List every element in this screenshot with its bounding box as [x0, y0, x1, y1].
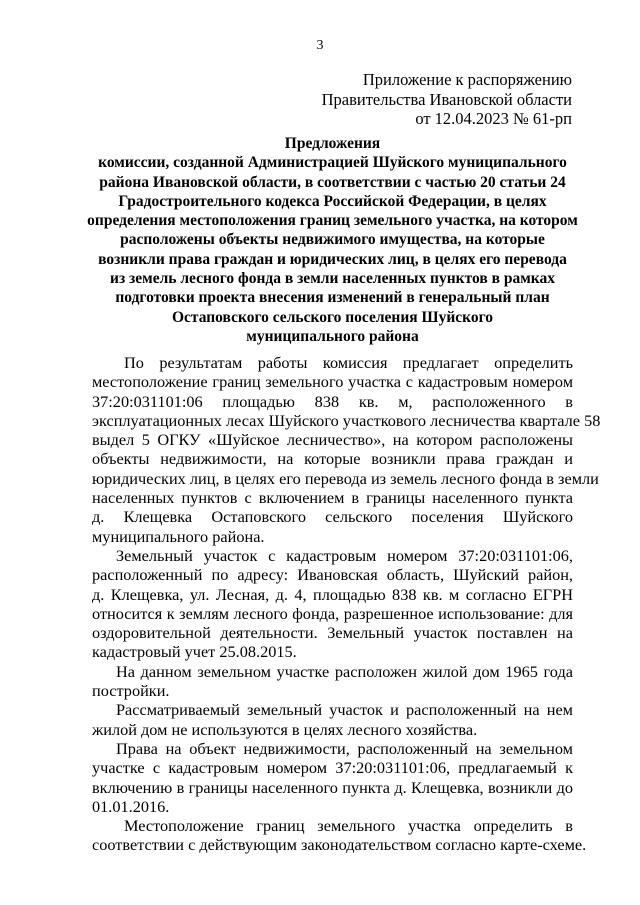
paragraph-2 — [92, 546, 573, 662]
paragraph-3 — [92, 662, 573, 701]
text-line: объекты недвижимости, на которые возникли права граждан и — [92, 449, 573, 469]
text-line: постройки. — [92, 681, 170, 701]
title-line: подготовки проекта внесения изменений в генеральный план — [115, 289, 550, 307]
text-line: оздоровительной деятельности. Земельный участок поставлен на — [92, 623, 573, 643]
paragraph-4 — [92, 700, 573, 739]
title-line: из земель лесного фонда в земли населенных пунктов в рамках — [110, 270, 555, 288]
text-line: 01.01.2016. — [92, 796, 170, 816]
title-line: расположены объекты недвижимого имущества, на которые — [120, 231, 545, 249]
text-line: юридических лиц, в целях его перевода из земель лесного фонда в земли — [92, 468, 599, 488]
text-line: местоположение границ земельного участка с кадастровым номером — [92, 372, 573, 392]
text-line: На данном земельном участке расположен жилой дом 1965 года — [116, 661, 573, 681]
text-line: д. Клещевка, ул. Лесная, д. 4, площадью 838 кв. м согласно ЕГРН — [92, 584, 573, 604]
text-line: выдел 5 ОГКУ «Шуйское лесничество», на котором расположены — [92, 430, 573, 450]
text-line: соответствии с действующим законодательством согласно карте-схеме. — [92, 835, 587, 855]
paragraph-6 — [92, 816, 587, 855]
appendix-line-1: Приложение к распоряжению — [362, 70, 572, 89]
title-line: района Ивановской области, в соответствии с частью 20 статьи 24 — [99, 173, 566, 191]
document-title — [85, 134, 580, 346]
title-line: муниципального района — [246, 327, 419, 345]
paragraph-5 — [92, 739, 573, 816]
title-line: определения местоположения границ земельного участка, на котором — [87, 212, 578, 230]
text-line: расположенный по адресу: Ивановская область, Шуйский район, — [92, 565, 573, 585]
text-line: По результатам работы комиссия предлагает определить — [124, 353, 573, 372]
text-line: Рассматриваемый земельный участок и расположенный на нем — [116, 700, 573, 720]
appendix-line-3: от 12.04.2023 № 61-рп — [415, 109, 572, 128]
text-line: жилой дом не используются в целях лесного хозяйства. — [92, 719, 478, 739]
appendix-header — [322, 70, 572, 129]
text-line: Права на объект недвижимости, расположенный на земельном — [116, 738, 573, 758]
text-line: Местоположение границ земельного участка определить в — [124, 816, 573, 836]
text-line: населенных пунктов с включением в границы населенного пункта — [92, 488, 573, 508]
title-line: комиссии, созданной Администрацией Шуйского муниципального — [98, 154, 567, 172]
title-line: возникли права граждан и юридических лиц, в целях его перевода — [98, 250, 567, 268]
title-line: Градостроительного кодекса Российской Федерации, в целях — [118, 192, 547, 210]
text-line: 37:20:031101:06 площадью 838 кв. м, расположенного в — [92, 391, 573, 411]
paragraph-1 — [92, 353, 601, 546]
text-line: участке с кадастровым номером 37:20:031101:06, предлагаемый к — [92, 758, 573, 778]
text-line: эксплуатационных лесах Шуйского участкового лесничества квартале 58 — [92, 410, 601, 430]
text-line: включению в границы населенного пункта д. Клещевка, возникли до — [92, 777, 573, 797]
text-line: кадастровый учет 25.08.2015. — [92, 642, 297, 662]
title-line: Предложения — [284, 135, 381, 152]
title-line: Остаповского сельского поселения Шуйского — [171, 308, 494, 326]
document-body — [92, 353, 601, 855]
text-line: относится к землям лесного фонда, разрешенное использование: для — [92, 603, 573, 623]
text-line: муниципального района. — [92, 526, 265, 546]
page-number: 3 — [316, 38, 324, 53]
text-line: д. Клещевка Остаповского сельского поселения Шуйского — [92, 507, 573, 527]
text-line: Земельный участок с кадастровым номером 37:20:031101:06, — [116, 545, 573, 565]
appendix-line-2: Правительства Ивановской области — [321, 89, 572, 109]
